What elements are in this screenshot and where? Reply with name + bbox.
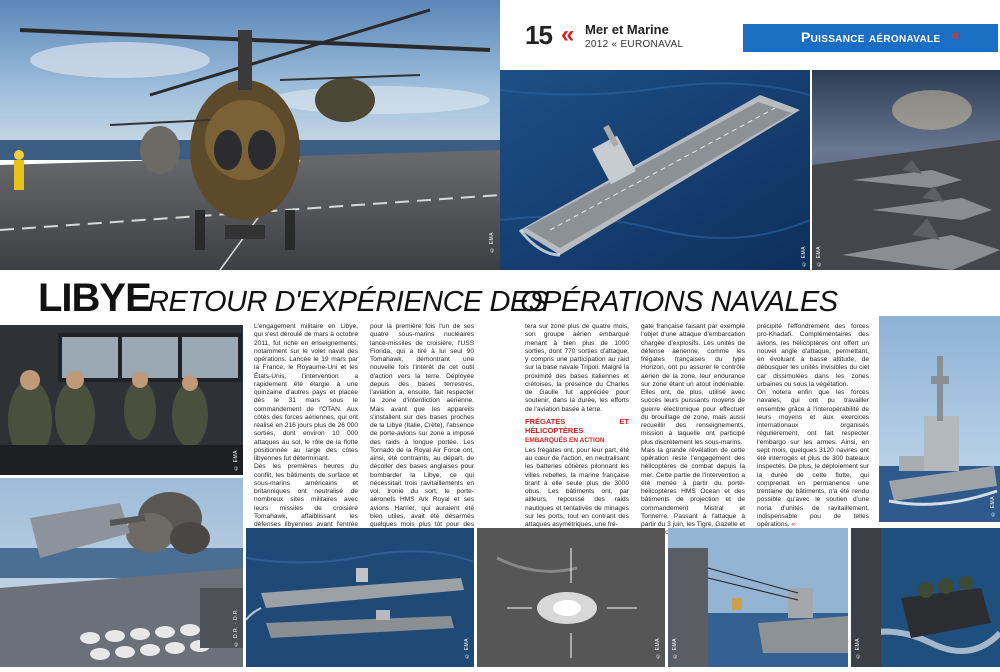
article-column-4	[641, 323, 745, 535]
photo-credit: © EMA	[816, 246, 822, 267]
photo-frigate	[879, 316, 1000, 522]
subheading	[525, 417, 629, 445]
aerial-ships-illustration	[246, 528, 474, 667]
page-header	[505, 18, 1000, 58]
article-column-2	[370, 323, 474, 535]
photo-credit: © EMA	[655, 638, 661, 659]
replenishment-illustration	[668, 528, 848, 667]
article-title	[0, 276, 1000, 322]
photo-credit: © EMA	[801, 246, 807, 267]
rafales-illustration	[812, 70, 1000, 270]
ship-illustration	[500, 70, 810, 270]
issue-label: 2012 « EURONAVAL	[585, 39, 684, 50]
photo-helicopters-on-deck	[0, 0, 500, 270]
photo-credit: © D.R. · D.R.	[233, 608, 239, 647]
subheading-line-1: FRÉGATES ET HÉLICOPTÈRES	[525, 416, 629, 435]
section-banner	[743, 24, 998, 52]
end-mark: «	[791, 521, 796, 528]
section-mark: «	[951, 27, 960, 44]
paragraph: Les frégates ont, pour leur part, été au cœur de l'action, en neutralisant les batteries côtières pilonnant les villes rebelles, la marine française tirant à elle seule plus de 3000 obus. Les bâtiments ont, par ailleurs, repoussé des raids nautiques et tentatives de minages sur les ports, tout en contrant des attaques asymétriques, une fré-	[525, 446, 629, 528]
photo-credit: © EMA	[855, 638, 861, 659]
rhib-illustration	[851, 528, 1000, 667]
bridge-illustration	[0, 325, 243, 475]
subheading-line-2: EMBARQUÉS EN ACTION	[525, 436, 605, 444]
paragraph: précipité l'effondrement des forces pro-Khadafi. Complémentaires des avions, les hélicoptères ont offert un nouvel angle d'attaque, permettant, en évoluant à basse altitude, de débusquer les unités invisibles du ciel car dissimulées dans les zones urbaines ou sous la végétation.	[757, 323, 869, 388]
section-title: Puissance aéronavale	[801, 29, 941, 45]
photo-thermal-imagery	[477, 528, 665, 667]
gun-illustration	[0, 478, 243, 667]
paragraph: pour la première fois l'un de ses quatre sous-marins nucléaires lance-missiles de croisière, l'USS Florida, qui a tiré à lui seul 90 Tomahawk, démontrant une nouvelle fois l'intérêt de cet outil d'action vers la terre. Déployée depuis des bases terrestres, l'aviation a, ensuite, fait respecter la zone d'interdiction aérienne. Mais avant que les appareils s'installent sur des bases proches de la Libye (Italie, Crète), l'absence de porte-avions sur zone a imposé des raids à longue portée. Les Tornado de la Royal Air Force ont, ainsi, été contraints, au départ, de décoller des bases anglaises pour bombarder la Libye, ce qui nécessitait trois ravitaillements en vol. Ironie du sort, le porte-aéronefs HMS Ark Royal et ses avions Harrier, qui auraient été bien utiles, avait été désarmés quelques mois plus tôt pour des	[370, 323, 474, 528]
paragraph: gate française faisant par exemple l'objet d'une attaque d'embarcation chargée d'explosifs. Les unités de défense aérienne, comme les frégates françaises du type Horizon, ont pu assurer le contrôle aérien de la zone, leur endurance sur zone étant un atout indéniable. Elles ont, de plus, utilisé avec succès leurs puissants moyens de guerre électronique pour effectuer du brouillage de zone, mais aussi recueillir des renseignements, mission à laquelle ont participé plus discrètement les sous-marins.	[641, 323, 745, 446]
paragraph: Dès les premières heures du conflit, les bâtiments de surface et sous-marins américains et britanniques ont neutralisé de nombreux sites militaires avec leurs missiles de croisière Tomahawk, affaiblissant les défenses libyennes avant l'entrée	[254, 463, 358, 528]
photo-credit: © EMA	[672, 638, 678, 659]
frigate-illustration	[879, 316, 1000, 522]
photo-naval-gun-firing	[0, 478, 243, 667]
photo-credit: © EMA	[233, 450, 239, 471]
photo-replenishment-at-sea	[668, 528, 848, 667]
page-number: 15	[525, 20, 552, 50]
title-subtitle-part2: OPÉRATIONS NAVALES	[520, 286, 838, 318]
thermal-illustration	[477, 528, 665, 667]
photo-credit: © EMA	[464, 638, 470, 659]
article-column-5	[757, 323, 869, 535]
title-main: LIBYE	[38, 276, 151, 320]
title-subtitle-part1: RETOUR D'EXPÉRIENCE DES	[148, 286, 548, 318]
paragraph: tera sur zone plus de quatre mois, son groupe aérien embarqué menant à bien plus de 1000 sorties, dont 770 sorties d'attaque, y compris une participation au raid sur la base navale Tripoli. Malgré la proximité des bases italiennes et crétoises, la présence du Charles de Gaulle fut appréciée pour soutenir, dans la durée, les efforts de l'aviation basée à terre.	[525, 323, 629, 413]
paragraph: L'engagement militaire en Libye, qui s'est déroulé de mars à octobre 2011, fut riche en enseignements, notamment sur le volet naval des opérations. Lancée le 19 mars par la France, le Royaume-Uni et les États-Unis, l'intervention a rapidement été élargie à une quinzaine d'autres pays et placée dès le 31 mars sous le commandement de l'OTAN. Aux côtés des forces aériennes, qui ont réalisé en 216 jours plus de 26 000 sorties, dont environ 10 000 attaques au sol, le rôle de la flotte positionnée au large des côtes libyennes fut déterminant.	[254, 323, 358, 462]
photo-mistral-ship	[500, 70, 810, 270]
paragraph: Mais la grande révélation de cette opération reste l'engagement des hélicoptères de combat depuis la mer. Cette partie de l'intervention a été menée à partir du porte-hélicoptères HMS Ocean et des bâtiments de projection et de commandement Mistral et Tonnerre. Passant à l'attaque à partir du 3 juin, les Tigre, Gazelle et	[641, 446, 745, 528]
paragraph	[757, 389, 869, 529]
article-column-1	[254, 323, 358, 535]
photo-credit: © EMA	[990, 496, 996, 517]
paragraph-text: On notera enfin que les forces navales, qui ont pu travailler ensemble grâce à l'interopérabilité de leurs moyens et aux exercices internationaux organisés régulièrement, ont fait respecter l'embargo sur les armes. Ainsi, en sept mois, quelques 3120 navires ont été interrogés et plus de 300 bateaux inspectés. De plus, le déploiement sur la durée de cette flotte, qui comprenait en permanence une trentaine de bâtiments, n'a été rendu possible qu'avec le soutien d'une noria d'unités de ravitaillement, indispensable pou de telles opérations.	[757, 389, 869, 528]
magazine-name: Mer et Marine	[585, 22, 669, 37]
photo-ships-aerial	[246, 528, 474, 667]
header-quote-mark: «	[561, 21, 575, 48]
helicopters-illustration	[0, 0, 500, 270]
article-column-3	[525, 323, 629, 535]
photo-bridge-crew	[0, 325, 243, 475]
photo-rafales-on-carrier	[812, 70, 1000, 270]
photo-rhib-commandos	[851, 528, 1000, 667]
photo-credit: © EMA	[489, 232, 495, 253]
